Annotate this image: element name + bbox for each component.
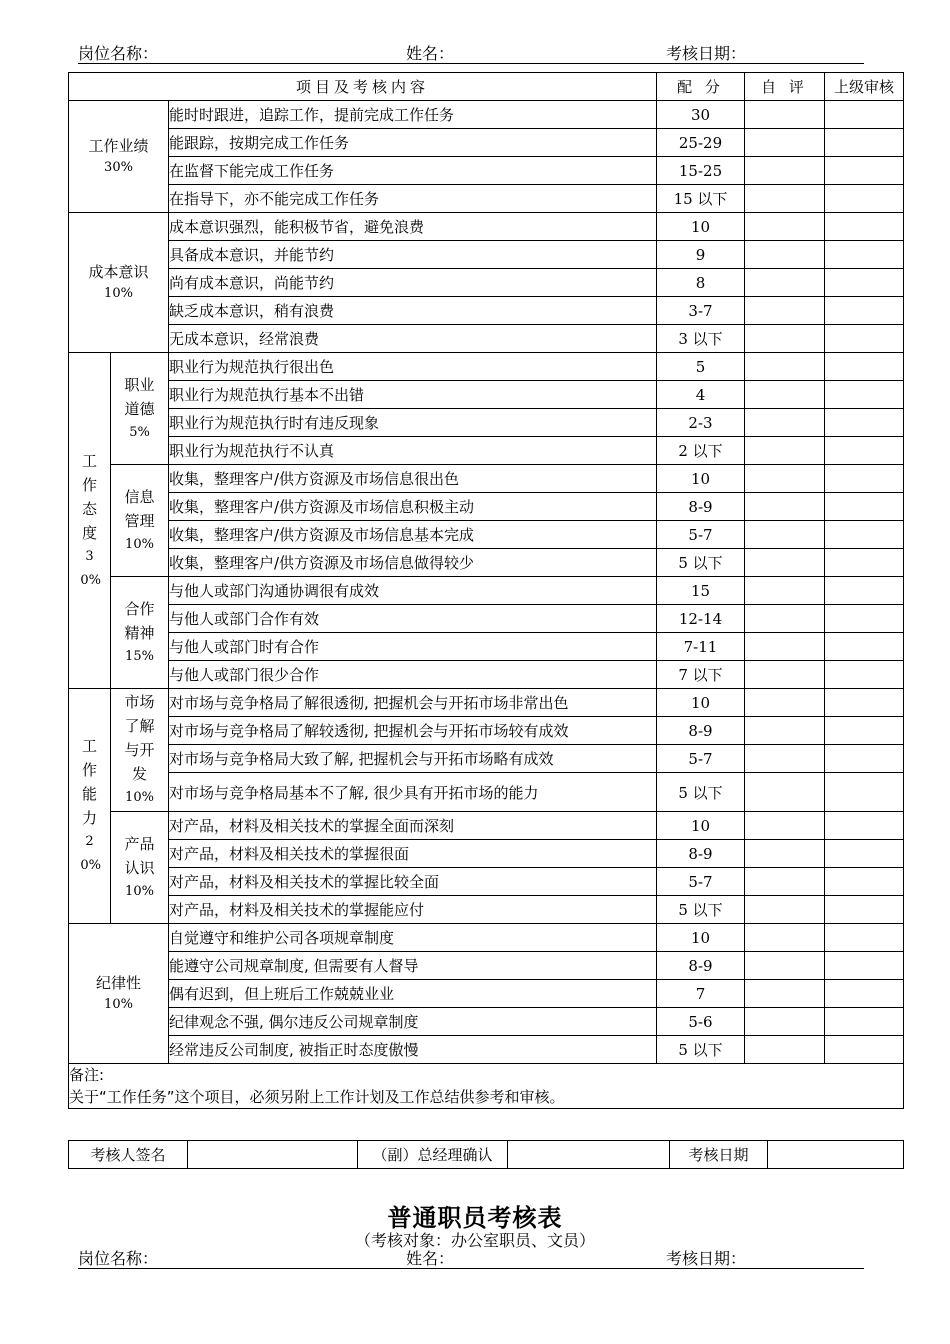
table-row xyxy=(69,661,904,689)
superior-review-header: 上级审核 xyxy=(825,73,904,101)
category-name: 成本意识 xyxy=(88,262,149,281)
superior-review-cell[interactable] xyxy=(825,353,904,381)
table-row xyxy=(69,325,904,353)
self-eval-cell[interactable] xyxy=(745,1036,825,1064)
criterion-text: 对市场与竞争格局基本不了解, 很少具有开拓市场的能力 xyxy=(169,773,657,812)
criterion-text: 收集，整理客户/供方资源及市场信息做得较少 xyxy=(169,549,657,577)
score-range: 5-7 xyxy=(657,868,745,896)
criterion-text: 职业行为规范执行不认真 xyxy=(169,437,657,465)
criterion-text: 收集，整理客户/供方资源及市场信息积极主动 xyxy=(169,493,657,521)
superior-review-cell[interactable] xyxy=(825,325,904,353)
category-percent: 5% xyxy=(129,424,150,440)
self-eval-header: 自 评 xyxy=(745,73,825,101)
self-eval-cell[interactable] xyxy=(745,717,825,745)
table-row xyxy=(69,437,904,465)
criterion-text: 对产品，材料及相关技术的掌握全面而深刻 xyxy=(169,812,657,840)
self-eval-cell[interactable] xyxy=(745,381,825,409)
score-range: 8-9 xyxy=(657,717,745,745)
category-name: 纪律性 xyxy=(95,973,141,992)
score-range: 8 xyxy=(657,269,745,297)
criterion-text: 纪律观念不强, 偶尔违反公司规章制度 xyxy=(169,1008,657,1036)
criterion-text: 对市场与竞争格局大致了解, 把握机会与开拓市场略有成效 xyxy=(169,745,657,773)
table-row xyxy=(69,241,904,269)
category-percent: 10% xyxy=(125,536,154,552)
category-percent: 30% xyxy=(104,159,133,175)
superior-review-cell[interactable] xyxy=(825,101,904,129)
self-eval-cell[interactable] xyxy=(745,269,825,297)
score-range: 8-9 xyxy=(657,493,745,521)
self-eval-cell[interactable] xyxy=(745,521,825,549)
category-percent: 10% xyxy=(104,996,133,1012)
criterion-text: 尚有成本意识，尚能节约 xyxy=(169,269,657,297)
superior-review-cell[interactable] xyxy=(825,840,904,868)
superior-review-cell[interactable] xyxy=(825,717,904,745)
table-row xyxy=(69,924,904,952)
score-range: 5-7 xyxy=(657,521,745,549)
category-percent: 10% xyxy=(125,883,154,899)
score-range: 3 以下 xyxy=(657,325,745,353)
criterion-text: 在监督下能完成工作任务 xyxy=(169,157,657,185)
self-eval-cell[interactable] xyxy=(745,465,825,493)
table-row xyxy=(69,493,904,521)
self-eval-cell[interactable] xyxy=(745,549,825,577)
superior-review-cell[interactable] xyxy=(825,773,904,812)
score-range: 10 xyxy=(657,924,745,952)
score-range: 4 xyxy=(657,381,745,409)
criterion-text: 对市场与竞争格局了解很透彻, 把握机会与开拓市场非常出色 xyxy=(169,689,657,717)
criterion-text: 对市场与竞争格局了解较透彻, 把握机会与开拓市场较有成效 xyxy=(169,717,657,745)
table-row xyxy=(69,633,904,661)
table-row xyxy=(69,409,904,437)
table-row xyxy=(69,605,904,633)
criterion-text: 具备成本意识，并能节约 xyxy=(169,241,657,269)
superior-review-cell[interactable] xyxy=(825,185,904,213)
category-percent: 15% xyxy=(125,648,154,664)
self-eval-cell[interactable] xyxy=(745,605,825,633)
score-range: 8-9 xyxy=(657,840,745,868)
name-label-2: 姓名： xyxy=(406,1249,455,1268)
table-row xyxy=(69,896,904,924)
note-row xyxy=(69,1064,904,1109)
criterion-text: 缺乏成本意识，稍有浪费 xyxy=(169,297,657,325)
self-eval-cell[interactable] xyxy=(745,241,825,269)
superior-review-cell[interactable] xyxy=(825,465,904,493)
superior-review-cell[interactable] xyxy=(825,409,904,437)
table-row xyxy=(69,1036,904,1064)
criterion-text: 收集，整理客户/供方资源及市场信息很出色 xyxy=(169,465,657,493)
self-eval-cell[interactable] xyxy=(745,297,825,325)
score-range: 5 xyxy=(657,353,745,381)
score-range: 10 xyxy=(657,689,745,717)
score-range: 5 以下 xyxy=(657,1036,745,1064)
date-label-2: 考核日期： xyxy=(666,1249,747,1268)
superior-review-cell[interactable] xyxy=(825,129,904,157)
self-eval-cell[interactable] xyxy=(745,437,825,465)
superior-review-cell[interactable] xyxy=(825,1008,904,1036)
superior-review-cell[interactable] xyxy=(825,868,904,896)
self-eval-cell[interactable] xyxy=(745,840,825,868)
evaluation-table xyxy=(68,72,904,1109)
category-name: 信息管理 xyxy=(124,487,155,530)
category-name: 工作态度 xyxy=(81,451,97,542)
criterion-text: 对产品，材料及相关技术的掌握能应付 xyxy=(169,896,657,924)
self-eval-cell[interactable] xyxy=(745,952,825,980)
table-row xyxy=(69,353,904,381)
table-row xyxy=(69,185,904,213)
criterion-text: 职业行为规范执行时有违反现象 xyxy=(169,409,657,437)
score-range: 30 xyxy=(657,101,745,129)
category-percent: 30% xyxy=(80,548,102,588)
criterion-text: 与他人或部门合作有效 xyxy=(169,605,657,633)
criterion-text: 职业行为规范执行很出色 xyxy=(169,353,657,381)
category-cell xyxy=(69,353,111,689)
criterion-text: 经常违反公司制度, 被指正时态度傲慢 xyxy=(169,1036,657,1064)
self-eval-cell[interactable] xyxy=(745,896,825,924)
score-range: 2 以下 xyxy=(657,437,745,465)
table-row xyxy=(69,381,904,409)
manager-confirm-field[interactable] xyxy=(508,1141,670,1169)
note-label: 备注: xyxy=(69,1066,105,1084)
superior-review-cell[interactable] xyxy=(825,896,904,924)
criterion-text: 职业行为规范执行基本不出错 xyxy=(169,381,657,409)
category-name: 市场了解与开发 xyxy=(124,693,155,783)
category-percent: 10% xyxy=(125,790,154,805)
table-row xyxy=(69,812,904,840)
criterion-text: 能时时跟进，追踪工作，提前完成工作任务 xyxy=(169,101,657,129)
self-eval-cell[interactable] xyxy=(745,924,825,952)
criterion-text: 自觉遵守和维护公司各项规章制度 xyxy=(169,924,657,952)
superior-review-cell[interactable] xyxy=(825,437,904,465)
second-form-header xyxy=(78,1246,864,1269)
table-header-row xyxy=(69,73,904,101)
table-row xyxy=(69,465,904,493)
superior-review-cell[interactable] xyxy=(825,521,904,549)
category-cell xyxy=(111,577,169,689)
name-label: 姓名： xyxy=(406,44,455,63)
criterion-text: 对产品，材料及相关技术的掌握比较全面 xyxy=(169,868,657,896)
table-row xyxy=(69,101,904,129)
score-range: 15-25 xyxy=(657,157,745,185)
self-eval-cell[interactable] xyxy=(745,493,825,521)
score-range: 7-11 xyxy=(657,633,745,661)
table-row xyxy=(69,689,904,717)
criterion-text: 偶有迟到，但上班后工作兢兢业业 xyxy=(169,980,657,1008)
score-range: 7 以下 xyxy=(657,661,745,689)
superior-review-cell[interactable] xyxy=(825,689,904,717)
signature-table xyxy=(68,1140,904,1169)
superior-review-cell[interactable] xyxy=(825,213,904,241)
score-range: 15 以下 xyxy=(657,185,745,213)
score-range: 10 xyxy=(657,213,745,241)
note-text: 关于“工作任务”这个项目，必须另附上工作计划及工作总结供参考和审核。 xyxy=(69,1088,565,1106)
self-eval-cell[interactable] xyxy=(745,689,825,717)
score-range: 3-7 xyxy=(657,297,745,325)
category-cell xyxy=(69,924,169,1064)
category-name: 合作精神 xyxy=(124,599,155,642)
superior-review-cell[interactable] xyxy=(825,952,904,980)
criterion-text: 无成本意识，经常浪费 xyxy=(169,325,657,353)
category-cell xyxy=(111,812,169,924)
superior-review-cell[interactable] xyxy=(825,633,904,661)
category-cell xyxy=(111,353,169,465)
criterion-text: 与他人或部门很少合作 xyxy=(169,661,657,689)
score-range: 2-3 xyxy=(657,409,745,437)
score-range: 5 以下 xyxy=(657,896,745,924)
second-form-subtitle: （考核对象：办公室职员、文员） xyxy=(354,1231,595,1250)
superior-review-cell[interactable] xyxy=(825,269,904,297)
table-row xyxy=(69,521,904,549)
self-eval-cell[interactable] xyxy=(745,577,825,605)
score-range: 12-14 xyxy=(657,605,745,633)
superior-review-cell[interactable] xyxy=(825,1036,904,1064)
superior-review-cell[interactable] xyxy=(825,297,904,325)
signer-label: 考核人签名 xyxy=(69,1141,188,1169)
table-row xyxy=(69,952,904,980)
table-row xyxy=(69,577,904,605)
self-eval-cell[interactable] xyxy=(745,129,825,157)
criterion-text: 与他人或部门时有合作 xyxy=(169,633,657,661)
category-percent: 10% xyxy=(104,285,133,301)
score-header: 配 分 xyxy=(657,73,745,101)
superior-review-cell[interactable] xyxy=(825,549,904,577)
category-name: 产品认识 xyxy=(124,834,155,877)
superior-review-cell[interactable] xyxy=(825,745,904,773)
table-row xyxy=(69,745,904,773)
category-percent: 20% xyxy=(80,834,102,873)
signature-row xyxy=(69,1141,904,1169)
self-eval-cell[interactable] xyxy=(745,868,825,896)
self-eval-cell[interactable] xyxy=(745,745,825,773)
self-eval-cell[interactable] xyxy=(745,409,825,437)
eval-date-field[interactable] xyxy=(768,1141,904,1169)
superior-review-cell[interactable] xyxy=(825,812,904,840)
category-cell xyxy=(69,101,169,213)
table-row xyxy=(69,297,904,325)
table-row xyxy=(69,773,904,812)
superior-review-cell[interactable] xyxy=(825,605,904,633)
category-cell xyxy=(69,689,111,924)
self-eval-cell[interactable] xyxy=(745,157,825,185)
self-eval-cell[interactable] xyxy=(745,980,825,1008)
criterion-text: 在指导下，亦不能完成工作任务 xyxy=(169,185,657,213)
table-row xyxy=(69,549,904,577)
score-range: 8-9 xyxy=(657,952,745,980)
score-range: 25-29 xyxy=(657,129,745,157)
superior-review-cell[interactable] xyxy=(825,381,904,409)
score-range: 10 xyxy=(657,812,745,840)
position-label: 岗位名称： xyxy=(78,44,159,63)
self-eval-cell[interactable] xyxy=(745,213,825,241)
score-range: 7 xyxy=(657,980,745,1008)
superior-review-cell[interactable] xyxy=(825,980,904,1008)
self-eval-cell[interactable] xyxy=(745,661,825,689)
criterion-text: 能遵守公司规章制度, 但需要有人督导 xyxy=(169,952,657,980)
table-row xyxy=(69,717,904,745)
table-row xyxy=(69,1008,904,1036)
table-row xyxy=(69,840,904,868)
superior-review-cell[interactable] xyxy=(825,924,904,952)
score-range: 10 xyxy=(657,465,745,493)
criterion-text: 收集，整理客户/供方资源及市场信息基本完成 xyxy=(169,521,657,549)
self-eval-cell[interactable] xyxy=(745,353,825,381)
self-eval-cell[interactable] xyxy=(745,101,825,129)
superior-review-cell[interactable] xyxy=(825,241,904,269)
content-header: 项目及考核内容 xyxy=(69,73,657,101)
category-cell xyxy=(111,689,169,812)
score-range: 5 以下 xyxy=(657,549,745,577)
criterion-text: 对产品，材料及相关技术的掌握很面 xyxy=(169,840,657,868)
superior-review-cell[interactable] xyxy=(825,577,904,605)
superior-review-cell[interactable] xyxy=(825,661,904,689)
category-cell xyxy=(69,213,169,353)
date-label: 考核日期： xyxy=(666,44,747,63)
category-cell xyxy=(111,465,169,577)
score-range: 9 xyxy=(657,241,745,269)
self-eval-cell[interactable] xyxy=(745,185,825,213)
table-row xyxy=(69,868,904,896)
criterion-text: 成本意识强烈，能积极节省，避免浪费 xyxy=(169,213,657,241)
manager-confirm-label: （副）总经理确认 xyxy=(358,1141,508,1169)
category-name: 工作业绩 xyxy=(88,136,149,155)
eval-date-label: 考核日期 xyxy=(670,1141,768,1169)
score-range: 5 以下 xyxy=(657,773,745,812)
table-row xyxy=(69,129,904,157)
second-form-title: 普通职员考核表 xyxy=(387,1204,563,1232)
self-eval-cell[interactable] xyxy=(745,325,825,353)
table-row xyxy=(69,269,904,297)
criterion-text: 与他人或部门沟通协调很有成效 xyxy=(169,577,657,605)
form-header xyxy=(78,41,864,64)
position-label-2: 岗位名称： xyxy=(78,1249,159,1268)
self-eval-cell[interactable] xyxy=(745,1008,825,1036)
criterion-text: 能跟踪，按期完成工作任务 xyxy=(169,129,657,157)
score-range: 15 xyxy=(657,577,745,605)
note-cell xyxy=(69,1064,904,1109)
superior-review-cell[interactable] xyxy=(825,157,904,185)
self-eval-cell[interactable] xyxy=(745,812,825,840)
table-row xyxy=(69,157,904,185)
signer-field[interactable] xyxy=(188,1141,358,1169)
self-eval-cell[interactable] xyxy=(745,633,825,661)
self-eval-cell[interactable] xyxy=(745,773,825,812)
category-name: 职业道德 xyxy=(124,375,155,418)
superior-review-cell[interactable] xyxy=(825,493,904,521)
score-range: 5-7 xyxy=(657,745,745,773)
score-range: 5-6 xyxy=(657,1008,745,1036)
table-row xyxy=(69,213,904,241)
table-row xyxy=(69,980,904,1008)
category-name: 工作能力 xyxy=(81,737,97,827)
